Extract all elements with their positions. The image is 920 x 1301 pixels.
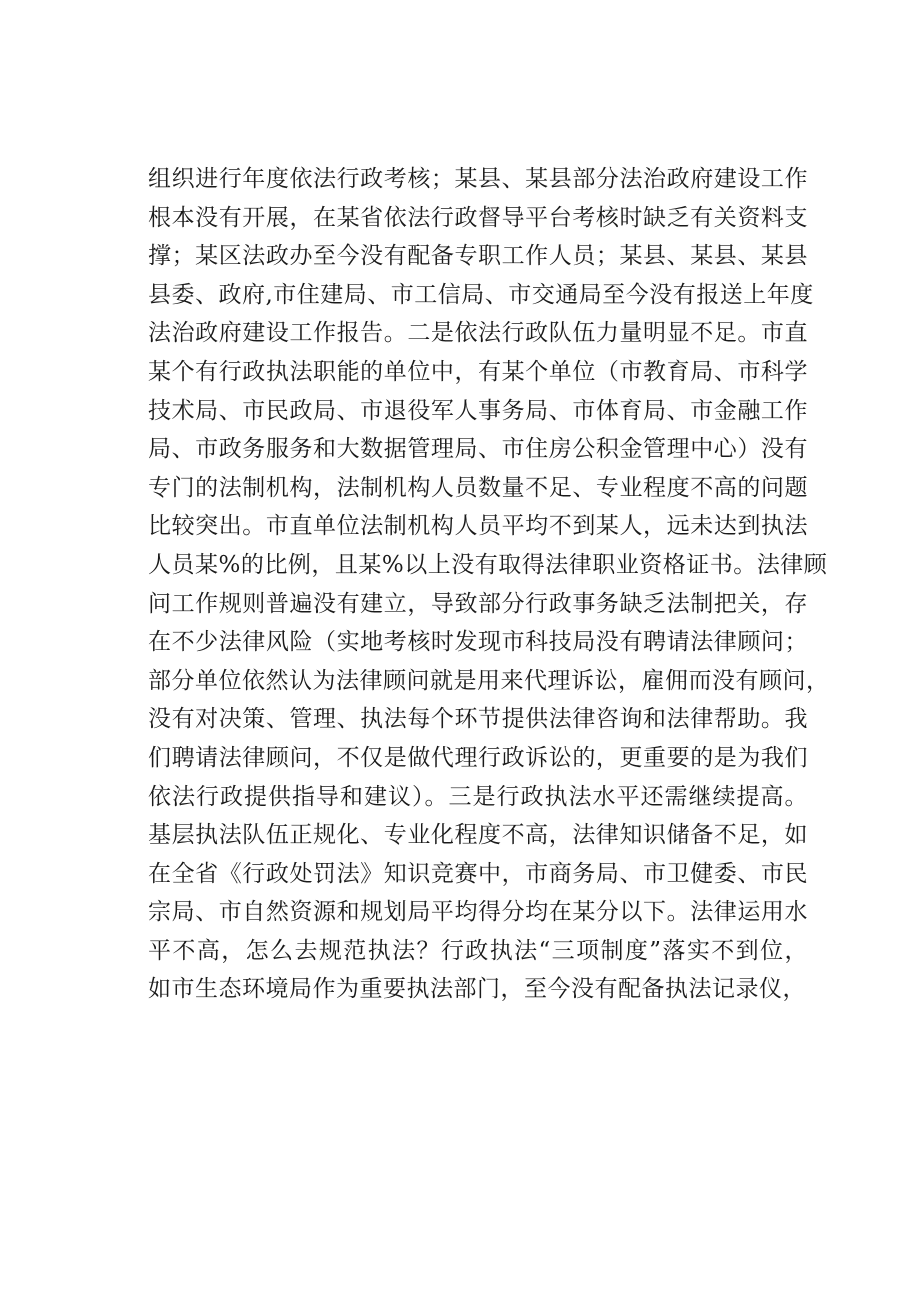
- text-line: 比较突出。市直单位法制机构人员平均不到某人，远未达到执法: [148, 513, 808, 540]
- text-line: 如市生态环境局作为重要执法部门，至今没有配备执法记录仪，: [148, 976, 806, 1003]
- text-line: 人员某%的比例，且某%以上没有取得法律职业资格证书。法律顾: [148, 551, 828, 578]
- text-line: 撑；某区法政办至今没有配备专职工作人员；某县、某县、某县: [148, 243, 808, 270]
- text-line: 在不少法律风险（实地考核时发现市科技局没有聘请法律顾问；: [148, 629, 808, 656]
- text-line: 局、市政务服务和大数据管理局、市住房公积金管理中心）没有: [148, 436, 808, 463]
- text-line: 在全省《行政处罚法》知识竞赛中，市商务局、市卫健委、市民: [148, 860, 808, 887]
- text-line: 组织进行年度依法行政考核；某县、某县部分法治政府建设工作: [148, 166, 808, 192]
- text-line: 问工作规则普遍没有建立，导致部分行政事务缺乏法制把关，存: [148, 590, 808, 617]
- text-line: 县委、政府,市住建局、市工信局、市交通局至今没有报送上年度: [148, 281, 814, 308]
- text-line: 们聘请法律顾问，不仅是做代理行政诉讼的，更重要的是为我们: [148, 744, 808, 771]
- text-line: 专门的法制机构，法制机构人员数量不足、专业程度不高的问题: [148, 474, 808, 501]
- text-line: 某个有行政执法职能的单位中，有某个单位（市教育局、市科学: [148, 358, 808, 385]
- text-line: 部分单位依然认为法律顾问就是用来代理诉讼，雇佣而没有顾问，: [148, 667, 830, 694]
- body-text: [148, 160, 830, 1009]
- text-line: 法治政府建设工作报告。二是依法行政队伍力量明显不足。市直: [148, 320, 808, 347]
- text-line: 没有对决策、管理、执法每个环节提供法律咨询和法律帮助。我: [148, 706, 808, 733]
- text-line: 基层执法队伍正规化、专业化程度不高，法律知识储备不足，如: [148, 822, 808, 849]
- text-line: 宗局、市自然资源和规划局平均得分均在某分以下。法律运用水: [148, 899, 808, 926]
- text-line: 平不高，怎么去规范执法？行政执法“三项制度”落实不到位，: [148, 937, 808, 964]
- text-line: 依法行政提供指导和建议）。三是行政执法水平还需继续提高。: [148, 783, 808, 810]
- text-line: 技术局、市民政局、市退役军人事务局、市体育局、市金融工作: [148, 397, 808, 424]
- text-line: 根本没有开展，在某省依法行政督导平台考核时缺乏有关资料支: [148, 204, 808, 231]
